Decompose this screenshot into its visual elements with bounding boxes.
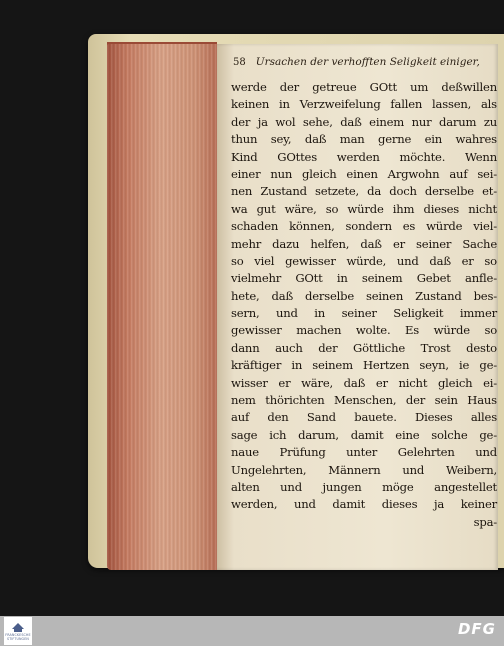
word: er <box>375 375 388 390</box>
word: derselbe <box>304 288 354 303</box>
word: naue <box>231 445 259 460</box>
word: setzete, <box>315 184 360 199</box>
word: in <box>291 358 303 373</box>
page-fore-edge <box>107 44 217 570</box>
word: in <box>336 271 348 286</box>
word: ich <box>269 427 287 442</box>
word: machen <box>296 323 342 338</box>
word: dieses <box>423 201 460 216</box>
word: würde <box>347 201 384 216</box>
word: der <box>405 393 426 408</box>
word: auf <box>449 166 468 181</box>
text-line <box>231 479 497 496</box>
word: als <box>480 97 497 112</box>
word: alles <box>470 410 497 425</box>
word: Seligkeit <box>393 306 444 321</box>
dfg-logo[interactable]: DFG <box>457 620 496 638</box>
word: keinen <box>231 97 270 112</box>
word: seiner <box>416 236 452 251</box>
word: anfle- <box>464 271 497 286</box>
word: Trost <box>420 340 451 355</box>
word: bauete. <box>354 410 397 425</box>
word: der <box>231 114 251 129</box>
word: darum <box>438 114 477 129</box>
logo-icon <box>12 623 24 633</box>
word: bes- <box>473 288 497 303</box>
word: einen <box>346 166 378 181</box>
page-header <box>233 56 495 68</box>
word: so <box>484 323 497 338</box>
word: Kind <box>231 149 258 164</box>
word: viel- <box>473 219 497 234</box>
word: desto <box>466 340 497 355</box>
text-line <box>231 392 497 409</box>
word: Prüfung <box>279 445 326 460</box>
word: daß <box>360 236 382 251</box>
word: Gebet <box>416 271 451 286</box>
word: Männern <box>328 462 381 477</box>
text-line <box>231 149 497 166</box>
word: dazu <box>272 236 300 251</box>
word: spa- <box>473 514 497 529</box>
word: Zustand <box>260 184 307 199</box>
text-line <box>231 79 497 96</box>
word: immer <box>459 306 497 321</box>
word: seinem <box>361 271 403 286</box>
word: würde <box>426 219 463 234</box>
word: angestellet <box>434 479 497 494</box>
text-line <box>231 322 497 339</box>
word: unter <box>346 445 378 460</box>
text-line <box>231 96 497 113</box>
word: wolte. <box>355 323 391 338</box>
word: eine <box>395 427 420 442</box>
word: werden <box>336 149 380 164</box>
word: fallen <box>390 97 423 112</box>
word: ihm <box>392 201 415 216</box>
word: keiner <box>460 497 497 512</box>
word: werde <box>231 80 267 94</box>
word: den <box>267 410 289 425</box>
word: gleich <box>437 375 473 390</box>
word: sondern <box>345 219 392 234</box>
institution-logo[interactable] <box>4 617 32 645</box>
word: so <box>231 253 244 268</box>
text-line <box>231 270 497 287</box>
word: wäre, <box>301 375 334 390</box>
word: nicht <box>398 375 428 390</box>
book-page <box>217 44 498 570</box>
word: nur <box>411 114 432 129</box>
text-line <box>231 496 497 513</box>
word: nicht <box>468 201 497 216</box>
word: GOtt <box>369 80 397 94</box>
word: er <box>461 253 474 268</box>
word: einer <box>231 166 261 181</box>
word: Haus <box>467 393 497 408</box>
word: wol <box>275 114 296 129</box>
text-line <box>231 357 497 374</box>
text-line <box>231 409 497 426</box>
word: kräftiger <box>231 358 282 373</box>
word: schaden <box>231 219 279 234</box>
word: seyn, <box>419 358 449 373</box>
word: helfen, <box>310 236 350 251</box>
word: sey, <box>270 132 292 147</box>
word: seinem <box>312 358 353 373</box>
word: Hertzen <box>363 358 410 373</box>
word: thun <box>231 132 258 147</box>
word: sehe, <box>302 114 333 129</box>
page-text <box>231 79 497 531</box>
word: können, <box>289 219 335 234</box>
word: nem <box>231 393 256 408</box>
text-line <box>231 236 497 253</box>
word: Dieses <box>415 410 453 425</box>
word: und <box>294 497 316 512</box>
word: Weibern, <box>446 462 497 477</box>
text-line <box>231 183 497 200</box>
text-line <box>231 375 497 392</box>
logo-line-1: FRANCKESCHE <box>5 632 31 637</box>
word: möge <box>382 479 414 494</box>
text-line <box>231 514 497 531</box>
text-line <box>231 427 497 444</box>
word: und <box>475 445 497 460</box>
text-line <box>231 288 497 305</box>
word: seinen <box>365 288 404 303</box>
word: werden, <box>231 497 278 512</box>
word: gleich <box>302 166 337 181</box>
word: Menschen, <box>334 393 397 408</box>
word: der <box>318 340 338 355</box>
word: da <box>367 184 382 199</box>
word: möchte. <box>399 149 446 164</box>
word: wahres <box>455 132 497 147</box>
word: wisser <box>231 375 268 390</box>
word: würde <box>433 323 470 338</box>
word: sein <box>434 393 458 408</box>
word: daß <box>343 375 366 390</box>
text-line <box>231 166 497 183</box>
word: zu <box>483 114 497 129</box>
word: und <box>280 479 302 494</box>
word: lassen, <box>431 97 472 112</box>
word: damit <box>332 497 366 512</box>
word: dann <box>231 340 260 355</box>
word: daß <box>304 132 327 147</box>
word: und <box>396 253 419 268</box>
word: und <box>276 306 298 321</box>
page-number: 58 <box>233 57 246 68</box>
word: jungen <box>322 479 362 494</box>
word: dieses <box>381 497 418 512</box>
word: mehr <box>231 236 262 251</box>
word: ie <box>459 358 470 373</box>
word: GOttes <box>277 149 317 164</box>
text-line <box>231 131 497 148</box>
word: ja <box>257 114 268 129</box>
text-line <box>231 253 497 270</box>
word: er <box>392 236 405 251</box>
word: gut <box>256 201 276 216</box>
word: auf <box>231 410 250 425</box>
word: viel <box>254 253 275 268</box>
word: solche <box>431 427 468 442</box>
word: Zustand <box>415 288 462 303</box>
word: sei- <box>477 166 497 181</box>
word: gewisser <box>231 323 282 338</box>
word: damit <box>350 427 384 442</box>
word: hete, <box>231 288 260 303</box>
word: würde, <box>346 253 387 268</box>
word: es <box>402 219 416 234</box>
word: nen <box>231 184 253 199</box>
word: Ungelehrten, <box>231 462 307 477</box>
word: einem <box>369 114 405 129</box>
word: doch <box>389 184 417 199</box>
word: ge- <box>479 358 497 373</box>
word: daß <box>429 253 451 268</box>
word: getreue <box>312 80 357 94</box>
word: derselbe <box>424 184 474 199</box>
word: Sand <box>306 410 336 425</box>
word: Sache <box>462 236 497 251</box>
logo-line-2: STIFTUNGEN <box>7 636 29 641</box>
word: in <box>279 97 290 112</box>
word: Verzweifelung <box>299 97 381 112</box>
word: um <box>410 80 429 94</box>
word: so <box>484 253 497 268</box>
word: deßwillen <box>441 80 497 94</box>
word: et- <box>482 184 497 199</box>
word: Es <box>405 323 420 338</box>
word: wäre, <box>284 201 317 216</box>
text-line <box>231 201 497 218</box>
word: sern, <box>231 306 260 321</box>
word: so <box>325 201 339 216</box>
word: darum, <box>298 427 339 442</box>
word: nun <box>270 166 293 181</box>
text-line <box>231 444 497 461</box>
word: wa <box>231 201 248 216</box>
word: gewisser <box>285 253 336 268</box>
word: man <box>339 132 365 147</box>
word: in <box>314 306 326 321</box>
word: alten <box>231 479 260 494</box>
word: ja <box>433 497 445 512</box>
word: Gelehrten <box>397 445 455 460</box>
word: GOtt <box>295 271 323 286</box>
word: seiner <box>341 306 377 321</box>
running-head: Ursachen der verhofften Seligkeit einiger, <box>255 56 480 68</box>
text-line <box>231 305 497 322</box>
word: Göttliche <box>353 340 406 355</box>
text-line <box>231 218 497 235</box>
word: ge- <box>479 427 497 442</box>
word: gerne <box>378 132 412 147</box>
word: Wenn <box>465 149 497 164</box>
text-line <box>231 340 497 357</box>
word: daß <box>271 288 293 303</box>
text-line <box>231 462 497 479</box>
word: er <box>278 375 291 390</box>
word: ein <box>424 132 443 147</box>
word: daß <box>340 114 362 129</box>
word: auch <box>275 340 303 355</box>
word: und <box>402 462 425 477</box>
word: sage <box>231 427 258 442</box>
word: ei- <box>483 375 497 390</box>
word: vielmehr <box>231 271 282 286</box>
word: thörichten <box>265 393 325 408</box>
word: der <box>279 80 300 94</box>
word: Argwohn <box>387 166 440 181</box>
text-line <box>231 114 497 131</box>
viewer-footer-bar <box>0 616 504 646</box>
